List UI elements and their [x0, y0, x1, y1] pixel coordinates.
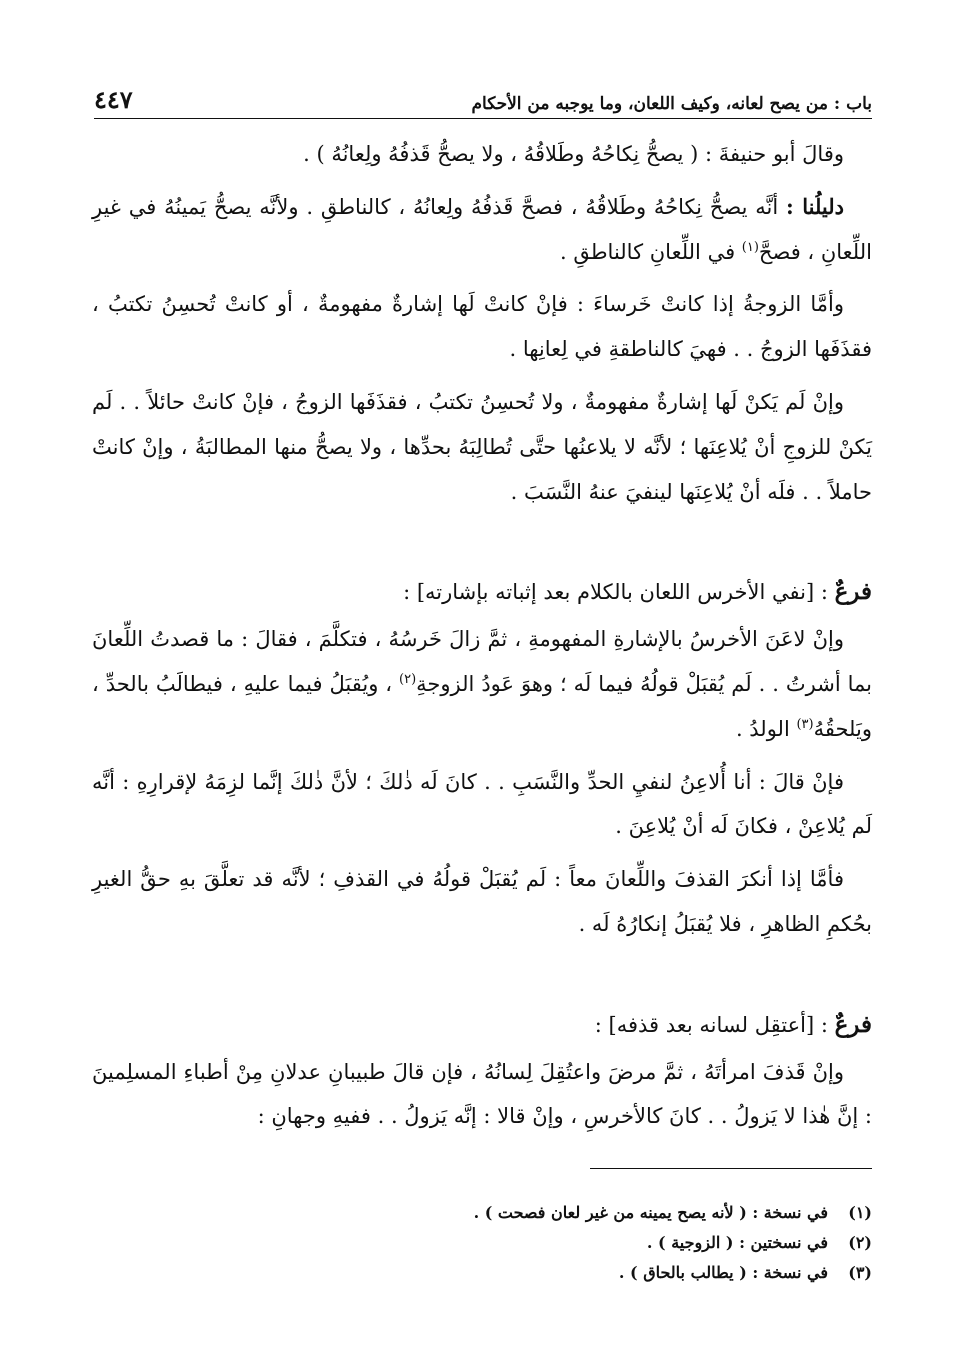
footnote-marker[interactable]: (٣): [796, 716, 814, 732]
footnote: [92, 1258, 872, 1288]
footnote: [92, 1228, 872, 1258]
footnotes: [92, 1198, 872, 1288]
paragraph: فإنْ قالَ : أنا أُلاعِنُ لنفيِ الحدِّ والنَّسَبِ . . كانَ لَه ذٰلكَ ؛ لأنَّ ذٰلكَ إنَّما لزِمَهُ لإقرارِهِ : أنَّه لَم يُلاعِنْ ، فكانَ لَه أنْ يُلاعِنَ .: [92, 769, 872, 839]
paragraph: وأمَّا الزوجةُ إذا كانتْ خَرساءَ : فإنْ كانتْ لَها إشارةٌ مفهومةٌ ، أو كانتْ تُحسِنُ تكتبُ ، فقذَفَها الزوجُ . . فهيَ كالناطقةِ في لِعانِها .: [92, 292, 872, 362]
section-heading: [92, 1003, 872, 1048]
paragraph-text: وإنْ لاعَنَ الأخرسُ بالإشارةِ المفهومةِ ، ثمَّ زالَ خَرسُهُ ، فتكلَّمَ ، فقالَ : ما قصدتُ اللِّعانَ بما أشرتُ . . لَم يُقبَلْ قولُهُ فيما لَه ؛ وهوَ عَودُ الزوجةِ: [92, 627, 872, 696]
branch-label: فرعٌ: [834, 578, 872, 606]
running-title: باب : من يصح لعانه، وكيف اللعان، وما يوجبه من الأحكام: [471, 94, 872, 114]
footnote-number: (٣): [848, 1263, 872, 1282]
paragraph-text: ، ويُقبَلُ فيما عليهِ ، فيطالَبُ بالحدِّ ، ويَلحقُهُ: [92, 671, 872, 741]
paragraph-text: في اللِّعانِ كالناطقِ .: [559, 239, 742, 264]
footnote-marker[interactable]: (٢): [399, 671, 417, 687]
branch-title: : [نفي الأخرس اللعان بالكلام بعد إثباته بإشارته] :: [403, 580, 835, 605]
paragraph: فأمَّا إذا أنكرَ القذفَ واللِّعانَ معاً : لَم يُقبَلْ قولُهُ في القذفِ ؛ لأنَّه قد تعلَّقَ بهِ حقُّ الغيرِ بحُكمِ الظاهرِ ، فلا يُقبَلُ إنكارُهُ لَه .: [92, 867, 872, 936]
footnote-text: في نسخة : ( يطالب بالحاق ) .: [618, 1263, 828, 1282]
footnote-text: في نسختين : ( الزوجية ) .: [646, 1233, 828, 1252]
paragraph-lead: دليلُنا :: [786, 193, 845, 219]
footnote-number: (٢): [848, 1233, 872, 1252]
footnote-marker[interactable]: (١): [741, 239, 759, 255]
paragraph: وإنْ قَذفَ امرأتَهُ ، ثمَّ مرضَ واعتُقِلَ لِسانُهُ ، فإن قالَ طبيبانِ عدلانِ مِنْ أطباءِ المسلِمينَ : إنَّ هٰذا لا يَزولُ . . كانَ كالأخرسِ ، وإنْ قالا : إنَّه يَزولُ . . ففيهِ وجهانِ :: [92, 1059, 872, 1129]
section-heading: [92, 570, 872, 615]
header-divider: [94, 118, 872, 119]
footnote-number: (١): [848, 1203, 872, 1222]
paragraph: وقالَ أبو حنيفةَ : ( يصحُّ نِكاحُهُ وطَلاقُهُ ، ولا يصحُّ قَذفُهُ ولِعانُهُ ) .: [303, 142, 844, 166]
page-header: [94, 78, 872, 114]
paragraph: وإنْ لَم يَكنْ لَها إشارةٌ مفهومةٌ ، ولا تُحسِنُ تكتبُ ، فقذَفَها الزوجُ ، فإنْ كانتْ حائلاً . . لَم يَكنْ للزوجِ أنْ يُلاعِنَها ؛ لأنَّه لا يلاعنُها حتَّى تُطالِبَهُ بحدِّها ، ولا يصحُّ منها المطالبَةُ ، وإنْ كانتْ حاملاً . . فلَه أنْ يُلاعِنَها لينفيَ عنهُ النَّسَبَ .: [92, 389, 872, 504]
footnote: [92, 1198, 872, 1228]
paragraph: [92, 185, 872, 275]
branch-title: : [أعتقِل لسانه بعد قذفه] :: [594, 1012, 835, 1037]
footnote-divider: [590, 1168, 872, 1169]
footnote-text: في نسخة : ( لأنه يصح يمينه من غير لعان فصحت ) .: [473, 1203, 828, 1222]
paragraph-text: الولدُ .: [735, 716, 797, 741]
page-number: ٤٤٧: [94, 85, 133, 114]
main-text: [92, 132, 872, 1147]
paragraph-text: أنَّه يصحُّ نِكاحُهُ وطَلاقُهُ ، فصحَّ قَذفُهُ ولِعانُهُ ، كالناطقِ . ولأنَّه يصحُّ يَمينُهُ في غيرِ اللِّعانِ ، فصحَّ: [92, 194, 872, 264]
paragraph: [92, 617, 872, 751]
branch-label: فرعٌ: [834, 1010, 872, 1038]
